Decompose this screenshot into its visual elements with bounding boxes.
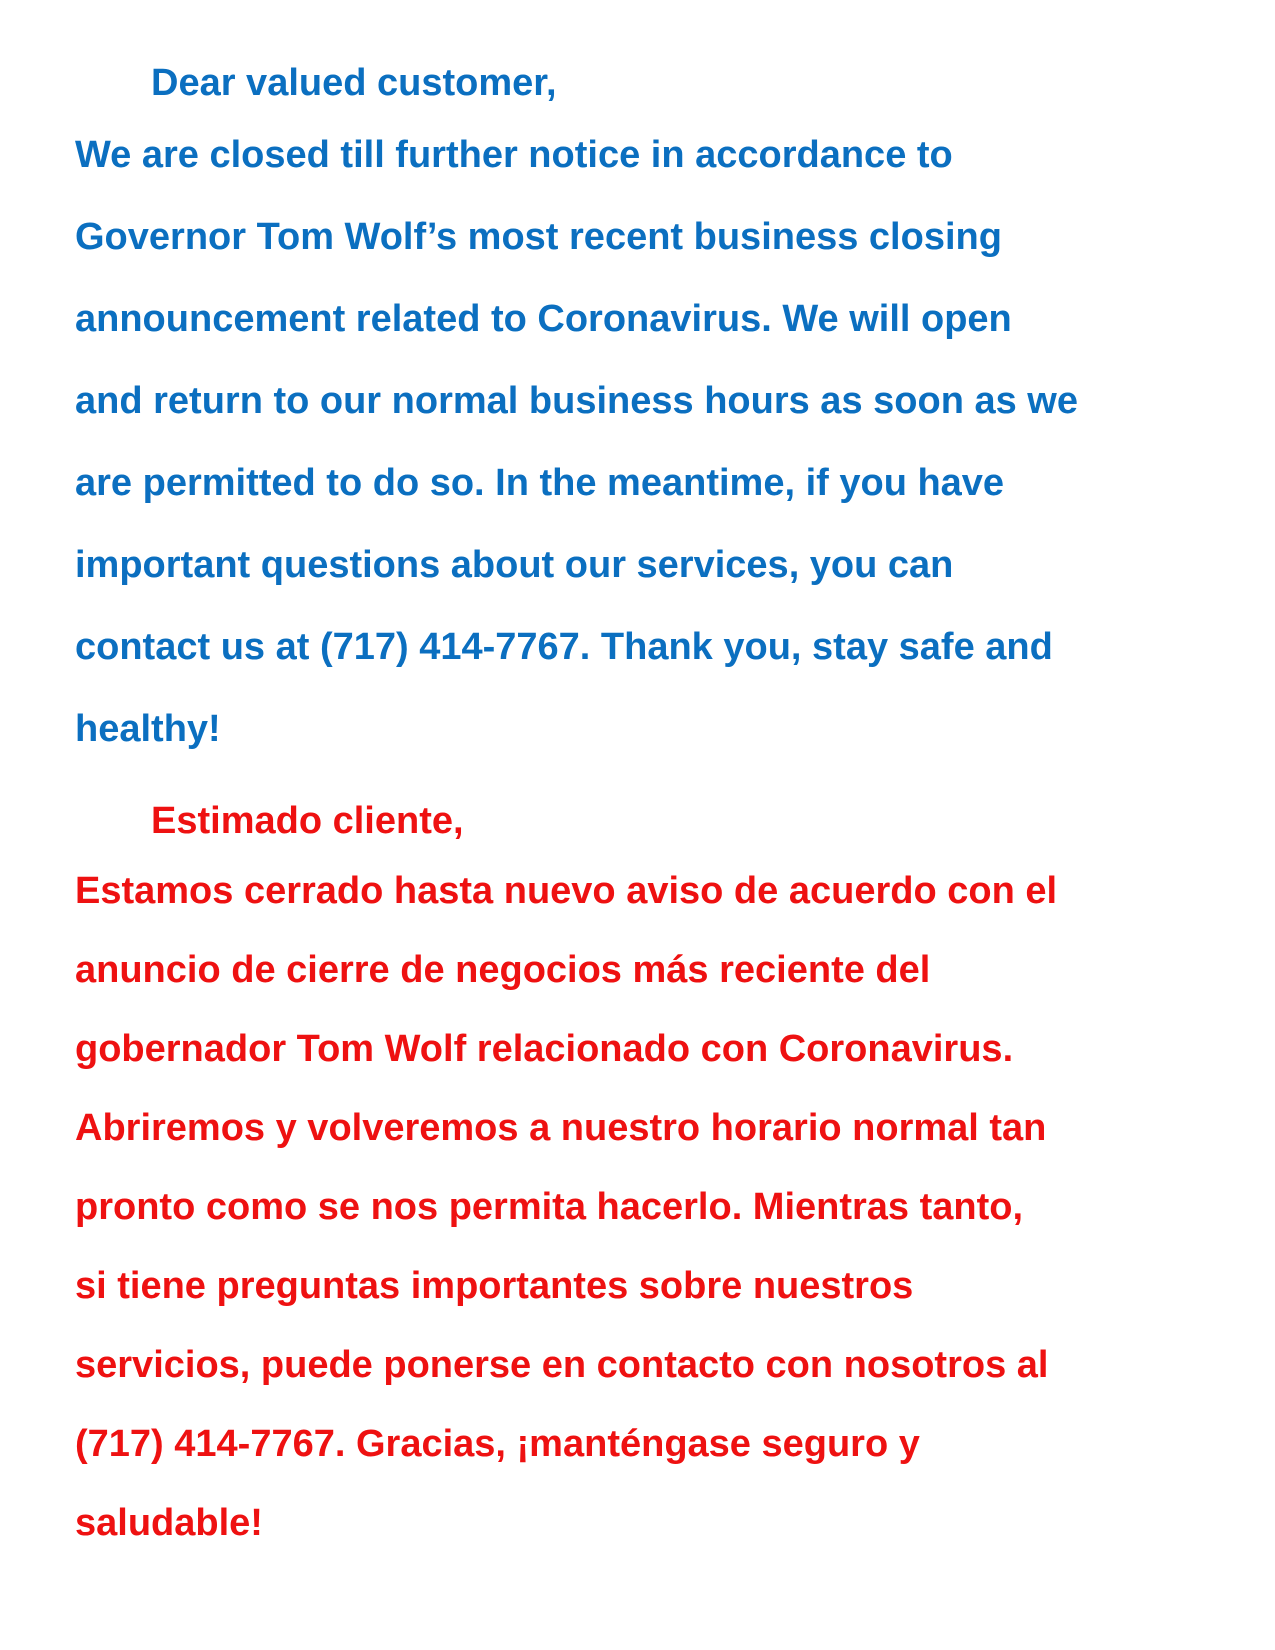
spanish-line: servicios, puede ponerse en contacto con nosotros al [75, 1344, 1049, 1386]
spanish-greeting: Estimado cliente, [151, 800, 464, 842]
english-line: announcement related to Coronavirus. We will open [75, 298, 1012, 340]
english-line: and return to our normal business hours as soon as we [75, 380, 1078, 422]
english-line: important questions about our services, you can [75, 544, 954, 586]
english-line: Governor Tom Wolf’s most recent business closing [75, 216, 1002, 258]
spanish-line: saludable! [75, 1502, 263, 1544]
spanish-line: gobernador Tom Wolf relacionado con Coronavirus. [75, 1028, 1014, 1070]
english-line-phone: contact us at (717) 414-7767. Thank you, stay safe and [75, 626, 1053, 668]
english-notice [75, 52, 1205, 770]
spanish-line: Abriremos y volveremos a nuestro horario normal tan [75, 1107, 1047, 1149]
spanish-body [75, 852, 1205, 1563]
english-line: We are closed till further notice in accordance to [75, 134, 953, 176]
spanish-line: Estamos cerrado hasta nuevo aviso de acuerdo con el [75, 870, 1058, 912]
english-body [75, 114, 1205, 770]
spanish-notice [75, 790, 1205, 1563]
english-greeting: Dear valued customer, [151, 62, 557, 104]
english-line: are permitted to do so. In the meantime, if you have [75, 462, 1005, 504]
spanish-line: anuncio de cierre de negocios más reciente del [75, 949, 931, 991]
spanish-line-phone: (717) 414-7767. Gracias, ¡manténgase seguro y [75, 1423, 920, 1465]
spanish-line: si tiene preguntas importantes sobre nuestros [75, 1265, 914, 1307]
english-line: healthy! [75, 708, 221, 750]
spanish-line: pronto como se nos permita hacerlo. Mientras tanto, [75, 1186, 1024, 1228]
